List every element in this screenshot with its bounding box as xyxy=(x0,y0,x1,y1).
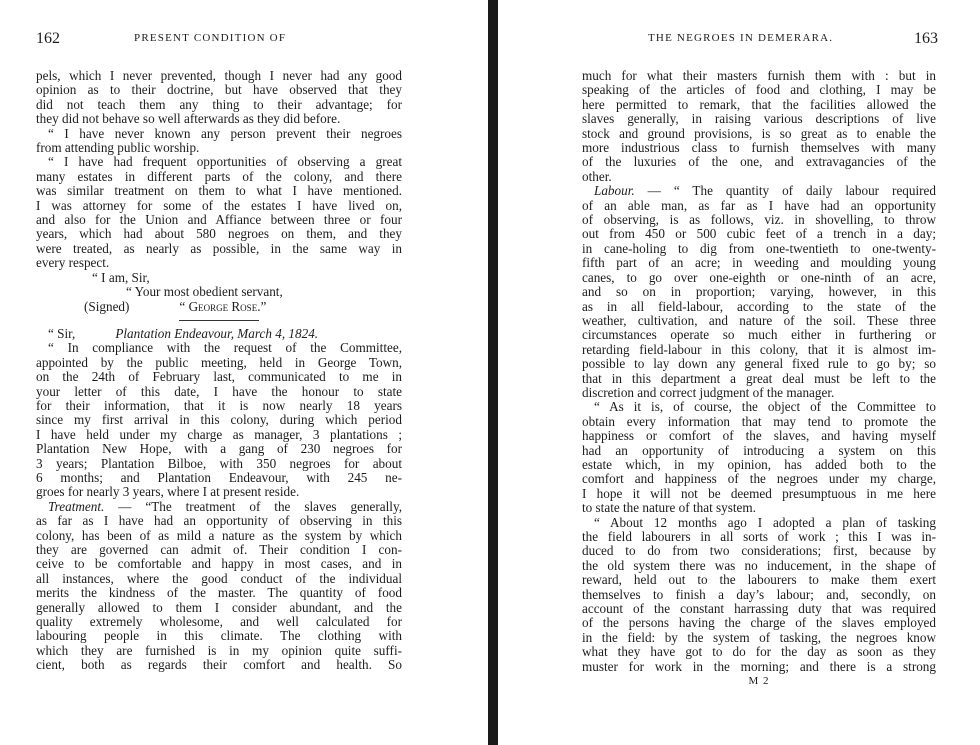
text-line: quality extremely wholesome, and well calculated for xyxy=(36,614,402,630)
text-line: themselves to finish a day’s labour; and, secondly, on xyxy=(582,586,936,602)
paragraph xyxy=(36,155,402,270)
left-page-text xyxy=(36,69,402,673)
text-line: retarding field-labour in this colony, that it is almost im- xyxy=(582,341,936,357)
paragraph xyxy=(36,500,402,673)
text-line: what they have got to do for the day as soon as they xyxy=(582,644,936,660)
text-line: reward, held out to the labourers to make them exert xyxy=(582,572,936,588)
right-page-text xyxy=(582,69,936,688)
text-line: circumstances operate so much either in furthering or xyxy=(582,327,936,343)
left-page xyxy=(0,0,488,745)
text-line: years, which had about 580 negroes on them, and they xyxy=(36,226,402,242)
signed-label: (Signed) xyxy=(84,298,130,314)
text-line: “ I have had frequent opportunities of observing a great xyxy=(48,154,402,170)
signatory-name: “ George Rose.” xyxy=(179,298,267,314)
running-head: THE NEGROES IN DEMERARA. xyxy=(648,32,834,44)
text-line: slaves generally, in raising various descriptions of live xyxy=(582,111,936,127)
text-line: cient, both as regards their comfort and health. So xyxy=(36,657,402,673)
text-line: opinion as to their doctrine, but have observed that they xyxy=(36,82,402,98)
page-number: 163 xyxy=(914,30,938,47)
text-line: as far as I have had an opportunity of observing in this xyxy=(36,513,402,529)
paragraph xyxy=(36,69,402,127)
text-line: 3 years; Plantation Bilboe, with 350 negroes for about xyxy=(36,455,402,471)
text-line: to state the nature of that system. xyxy=(582,500,756,516)
text-line: 6 months; and Plantation Endeavour, with 245 ne- xyxy=(36,469,402,485)
text-line: since my first arrival in this colony, during which period xyxy=(36,412,402,428)
text-line: of the luxuries of the one, and extravagancies of the xyxy=(582,154,936,170)
text-line: I hope it will not be deemed presumptuous in me here xyxy=(582,485,936,501)
text-line: on the 24th of February last, communicated to me in xyxy=(36,369,402,385)
place-date: Plantation Endeavour, March 4, 1824. xyxy=(115,325,319,341)
text-line: from attending public worship. xyxy=(36,140,200,156)
text-line: ceive to be comfortable and happy in most cases, and in xyxy=(36,556,402,572)
text-line: were treated, as nearly as possible, in the same way in xyxy=(36,240,402,256)
side-heading: Labour. xyxy=(594,183,635,199)
text-line: discretion and correct judgment of the manager. xyxy=(582,384,835,400)
text-line: in cane-holing to dig from one-twentieth to one-twenty- xyxy=(582,240,936,256)
text-line: which they are furnished is in my opinion quite suffi- xyxy=(36,642,402,658)
text-line: possible to lay down any general fixed rule to go by; so xyxy=(582,356,936,372)
text-line: every respect. xyxy=(36,255,110,271)
signature-mark: M 2 xyxy=(748,675,770,688)
text-line: I have held under my charge as manager, 3 plantations ; xyxy=(36,426,402,442)
text-line: in the field: by the system of tasking, the negroes know xyxy=(582,629,936,645)
text-line: pels, which I never prevented, though I never had any good xyxy=(36,68,402,83)
paragraph xyxy=(582,69,936,184)
text-line: speaking of the articles of food and clothing, I may be xyxy=(582,82,936,98)
salutation: “ Sir, xyxy=(48,325,76,341)
letter-closing xyxy=(36,271,402,314)
text-line: account of the constant harrassing duty that was required xyxy=(582,601,936,617)
text-line: “ About 12 months ago I adopted a plan of tasking xyxy=(594,514,936,530)
closing-line: “ Your most obedient servant, xyxy=(126,284,283,300)
text-line: I was attorney for some of the estates I have lived on, xyxy=(36,197,402,213)
text-line: here permitted to remark, that the facilities allowed the xyxy=(582,96,936,112)
right-page xyxy=(498,0,980,745)
text-line: for their information, that it is now nearly 18 years xyxy=(36,397,402,413)
dateline xyxy=(36,327,402,341)
text-line xyxy=(36,500,402,514)
text-line: weather, cultivation, and nature of the soil. These three xyxy=(582,312,936,328)
text-line: stock and ground provisions, is so great as to enable the xyxy=(582,125,936,141)
text-line: Plantation New Hope, with a gang of 230 negroes for xyxy=(36,441,402,457)
text-line: merits the kindness of the master. The quantity of food xyxy=(36,585,402,601)
text-line: other. xyxy=(582,168,612,184)
text-line: colony, has been of as mild a nature as the system by which xyxy=(36,527,402,543)
text-line: appointed by the public meeting, held in George Town, xyxy=(36,354,402,370)
running-head: PRESENT CONDITION OF xyxy=(134,32,287,44)
letter-header xyxy=(36,327,402,341)
side-heading: Treatment. xyxy=(48,498,105,514)
closing-line: “ I am, Sir, xyxy=(92,269,150,285)
text-line: the field labourers in all sorts of work ; this I was in- xyxy=(582,529,936,544)
text-line: the old system there was no inducement, in the shape of xyxy=(582,557,936,573)
text-line: happiness or comfort of the slaves, and having myself xyxy=(582,428,936,444)
paragraph xyxy=(36,341,402,499)
text-line: out from 450 or 500 cubic feet of a trench in a day; xyxy=(582,226,936,242)
text-line: duced to do from two considerations; first, because by xyxy=(582,543,936,559)
text-line: they did not behave so well afterwards as they did before. xyxy=(36,111,341,127)
paragraph xyxy=(582,516,936,674)
section-divider xyxy=(179,320,259,321)
text-line: had an opportunity of introducing a system on this xyxy=(582,442,936,458)
text-line: labouring people in this climate. The clothing with xyxy=(36,628,402,644)
text-line: comfort and happiness of the negroes under my charge, xyxy=(582,471,936,487)
text-line: as in all field-labour, according to the state of the xyxy=(582,298,936,314)
text-line: “ As it is, of course, the object of the Committee to xyxy=(594,399,936,415)
text-line: estate which, in my opinion, has added both to the xyxy=(582,456,936,472)
text-line: of observing, is as follows, viz. in shovelling, to throw xyxy=(582,212,936,228)
text-line: did not teach them any thing to their advantage; for xyxy=(36,96,402,112)
text-line: was similar treatment on them to what I have mentioned. xyxy=(36,183,402,199)
text-run: — “ The quantity of daily labour required xyxy=(634,183,936,199)
text-line: more industrious class to furnish themselves with many xyxy=(582,140,936,156)
text-line: fifth part of an acre; in weeding and moulding young xyxy=(582,255,936,271)
text-line: of an able man, as far as I have had an opportunity xyxy=(582,197,936,213)
text-line: all instances, where the good conduct of the individual xyxy=(36,570,402,586)
paragraph xyxy=(582,184,936,400)
text-line: and also for the Union and Affiance between three or four xyxy=(36,212,402,228)
paragraph xyxy=(36,127,402,156)
text-line: groes for nearly 3 years, where I at present reside. xyxy=(36,484,300,500)
text-line: obtain every information that may tend to promote the xyxy=(582,413,936,429)
text-line xyxy=(582,184,936,198)
text-line: generally allowed to them I consider abundant, and the xyxy=(36,599,402,615)
text-run: — “The treatment of the slaves generally, xyxy=(104,498,402,514)
page-number: 162 xyxy=(36,30,60,47)
text-line: they are governed can admit of. Their condition I con- xyxy=(36,542,402,557)
text-line: muster for work in the morning; and there is a strong xyxy=(582,658,936,674)
text-line: canes, to go over one-eighth or one-ninth of an acre, xyxy=(582,269,936,285)
book-gutter xyxy=(488,0,498,745)
text-line: “ In compliance with the request of the Committee, xyxy=(48,340,402,356)
text-line: “ I have never known any person prevent their negroes xyxy=(48,125,402,141)
text-line: that in this department a great deal must be left to the xyxy=(582,370,936,386)
text-line: many estates in different parts of the colony, and there xyxy=(36,168,402,184)
paragraph xyxy=(582,400,936,515)
signature-line xyxy=(36,300,402,314)
text-line: your letter of this date, I have the honour to state xyxy=(36,383,402,399)
text-line: much for what their masters furnish them with : but in xyxy=(582,68,936,83)
text-line: of the persons having the charge of the slaves employed xyxy=(582,615,936,631)
text-line: and so on in proportion; varying, however, in this xyxy=(582,284,936,300)
